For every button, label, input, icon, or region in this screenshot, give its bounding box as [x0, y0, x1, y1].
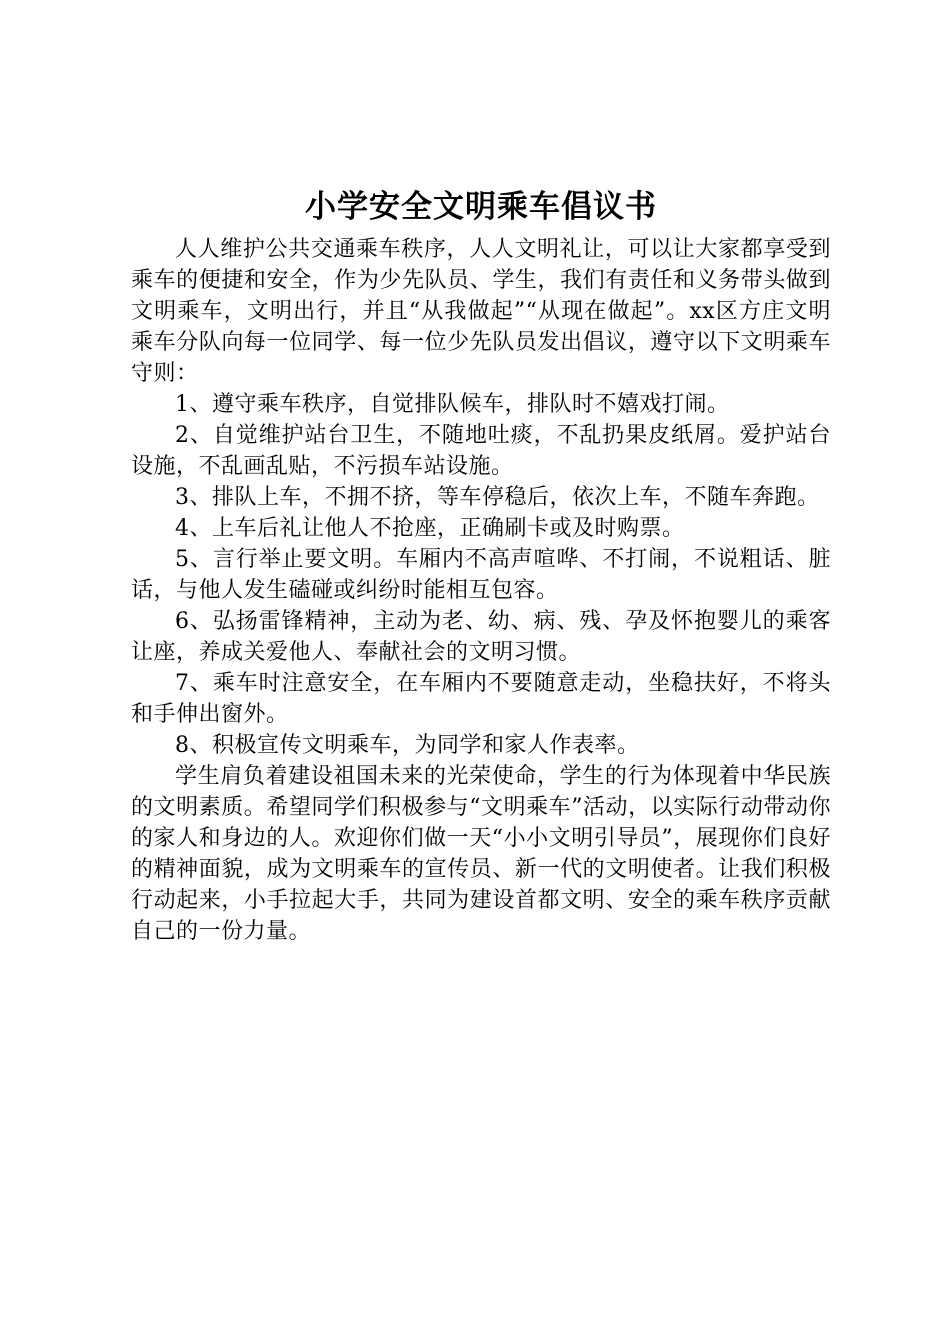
intro-paragraph: 人人维护公共交通乘车秩序，人人文明礼让，可以让大家都享受到乘车的便捷和安全，作为少先队员、学生，我们有责任和义务带头做到文明乘车，文明出行，并且“从我做起”“从现在做起”。xx区方庄文明乘车分队向每一位同学、每一位少先队员发出倡议，遵守以下文明乘车守则：: [131, 237, 831, 386]
rule-4: 4、上车后礼让他人不抢座，正确刷卡或及时购票。: [175, 516, 685, 541]
document-title: 小学安全文明乘车倡议书: [305, 189, 657, 225]
rule-6: 6、弘扬雷锋精神，主动为老、幼、病、残、孕及怀抱婴儿的乘客让座，养成关爱他人、奉献社会的文明习惯。: [131, 609, 831, 665]
rule-2: 2、自觉维护站台卫生，不随地吐痰，不乱扔果皮纸屑。爱护站台设施，不乱画乱贴，不污损车站设施。: [131, 423, 831, 479]
closing-paragraph: 学生肩负着建设祖国未来的光荣使命，学生的行为体现着中华民族的文明素质。希望同学们积极参与“文明乘车”活动，以实际行动带动你的家人和身边的人。欢迎你们做一天“小小文明引导员”，展现你们良好的精神面貌，成为文明乘车的宣传员、新一代的文明使者。让我们积极行动起来，小手拉起大手，共同为建设首都文明、安全的乘车秩序贡献自己的一份力量。: [131, 764, 831, 944]
rule-8: 8、积极宣传文明乘车，为同学和家人作表率。: [175, 733, 640, 758]
document-page: [131, 186, 831, 947]
rule-7: 7、乘车时注意安全，在车厢内不要随意走动，坐稳扶好，不将头和手伸出窗外。: [131, 671, 831, 727]
rule-5: 5、言行举止要文明。车厢内不高声喧哗、不打闹，不说粗话、脏话，与他人发生磕碰或纠纷时能相互包容。: [131, 547, 831, 603]
rule-1: 1、遵守乘车秩序，自觉排队候车，排队时不嬉戏打闹。: [175, 392, 730, 417]
rule-3: 3、排队上车，不拥不挤，等车停稳后，依次上车，不随车奔跑。: [175, 485, 820, 510]
